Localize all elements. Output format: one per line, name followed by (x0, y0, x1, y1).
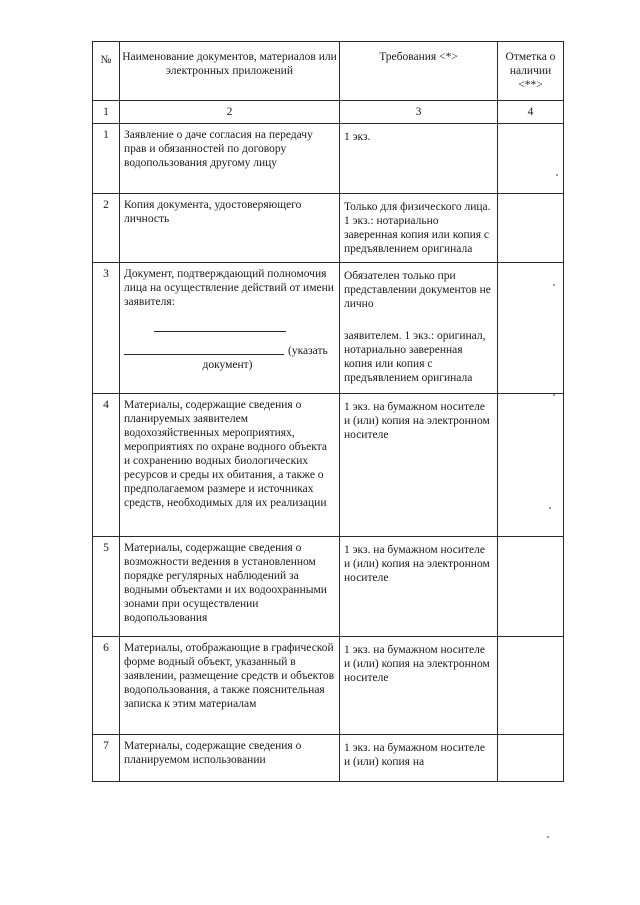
column-index-row (93, 101, 564, 124)
scan-speck (547, 836, 549, 838)
table-row (93, 394, 564, 537)
row-number: 5 (93, 537, 120, 637)
document-name-cell (120, 537, 340, 637)
presence-mark-cell[interactable] (498, 537, 564, 637)
requirements-text: Только для физического лица. 1 экз.: нотариально заверенная копия или копия с предъявлением оригинала (344, 201, 491, 255)
requirements-text: 1 экз. на бумажном носителе и (или) копия на (344, 742, 485, 768)
requirements-text: Обязателен только при представлении документов не лично (344, 270, 491, 310)
fill-in-hint: документ) (202, 359, 253, 371)
document-name: Материалы, отображающие в графической форме водный объект, указанный в заявлении, размещение средств и объектов водопользования, а также пояснительная записка к этим материалам (124, 642, 335, 710)
header-document-name: Наименование документов, материалов или электронных приложений (120, 42, 340, 101)
row-number: 3 (93, 263, 120, 394)
table-row (93, 194, 564, 263)
row-number: 7 (93, 735, 120, 782)
scan-speck (553, 394, 555, 396)
column-index: 3 (340, 101, 498, 124)
requirements-text: заявителем. 1 экз.: оригинал, нотариально заверенная копия или копия с предъявлением оригинала (344, 330, 486, 384)
fill-in-line (124, 353, 284, 355)
presence-mark-cell[interactable] (498, 124, 564, 194)
document-name-cell (120, 394, 340, 537)
row-number: 2 (93, 194, 120, 263)
requirements-text: 1 экз. на бумажном носителе и (или) копия на электронном носителе (344, 644, 490, 684)
document-name: Документ, подтверждающий полномочия лица на осуществление действий от имени заявителя: (124, 268, 334, 308)
document-name-cell (120, 194, 340, 263)
header-requirements: Требования <*> (340, 42, 498, 101)
row-number: 1 (93, 124, 120, 194)
presence-mark-cell[interactable] (498, 194, 564, 263)
document-name-cell (120, 124, 340, 194)
document-name: Материалы, содержащие сведения о возможности ведения в установленном порядке регулярных наблюдений за водными объектами и их водоохранными зонами при осуществлении водопользования (124, 542, 327, 624)
document-table (92, 41, 564, 782)
requirements-cell (340, 637, 498, 735)
requirements-text: 1 экз. на бумажном носителе и (или) копия на электронном носителе (344, 544, 490, 584)
document-name-cell (120, 735, 340, 782)
document-name-cell (120, 263, 340, 394)
document-name: Копия документа, удостоверяющего личность (124, 199, 302, 225)
row-number: 6 (93, 637, 120, 735)
presence-mark-cell[interactable] (498, 735, 564, 782)
table-row (93, 735, 564, 782)
requirements-cell (340, 537, 498, 637)
column-index: 1 (93, 101, 120, 124)
fill-in-line (154, 327, 286, 332)
document-name: Материалы, содержащие сведения о планируемых заявителем водохозяйственных мероприятиях, мероприятиях по охране водного объекта и сохранению водных биологических ресурсов и среды их обитания, а также о предполагаемом размере и источниках средств, необходимых для их реализации (124, 399, 327, 509)
presence-mark-cell[interactable] (498, 394, 564, 537)
row-number: 4 (93, 394, 120, 537)
document-fill-in-field[interactable] (120, 327, 339, 372)
scan-speck (556, 174, 558, 176)
requirements-text: 1 экз. (344, 131, 371, 143)
requirements-cell (340, 194, 498, 263)
scan-speck (553, 284, 555, 286)
column-index: 2 (120, 101, 340, 124)
table-row (93, 263, 564, 394)
document-name: Материалы, содержащие сведения о планируемом использовании (124, 740, 302, 766)
requirements-cell (340, 124, 498, 194)
fill-in-hint: (указать (288, 345, 328, 357)
table-row (93, 124, 564, 194)
column-index: 4 (498, 101, 564, 124)
requirements-cell (340, 735, 498, 782)
header-presence-mark: Отметка о наличии <**> (498, 42, 564, 101)
scan-speck (549, 507, 551, 509)
document-name-cell (120, 637, 340, 735)
requirements-cell (340, 394, 498, 537)
document-name: Заявление о даче согласия на передачу прав и обязанностей по договору водопользования другому лицу (124, 129, 313, 169)
presence-mark-cell[interactable] (498, 637, 564, 735)
table-row (93, 637, 564, 735)
header-number: № (93, 42, 120, 101)
presence-mark-cell[interactable] (498, 263, 564, 394)
table-header-row (93, 42, 564, 101)
requirements-text: 1 экз. на бумажном носителе и (или) копия на электронном носителе (344, 401, 490, 441)
table-row (93, 537, 564, 637)
requirements-cell (340, 263, 498, 394)
